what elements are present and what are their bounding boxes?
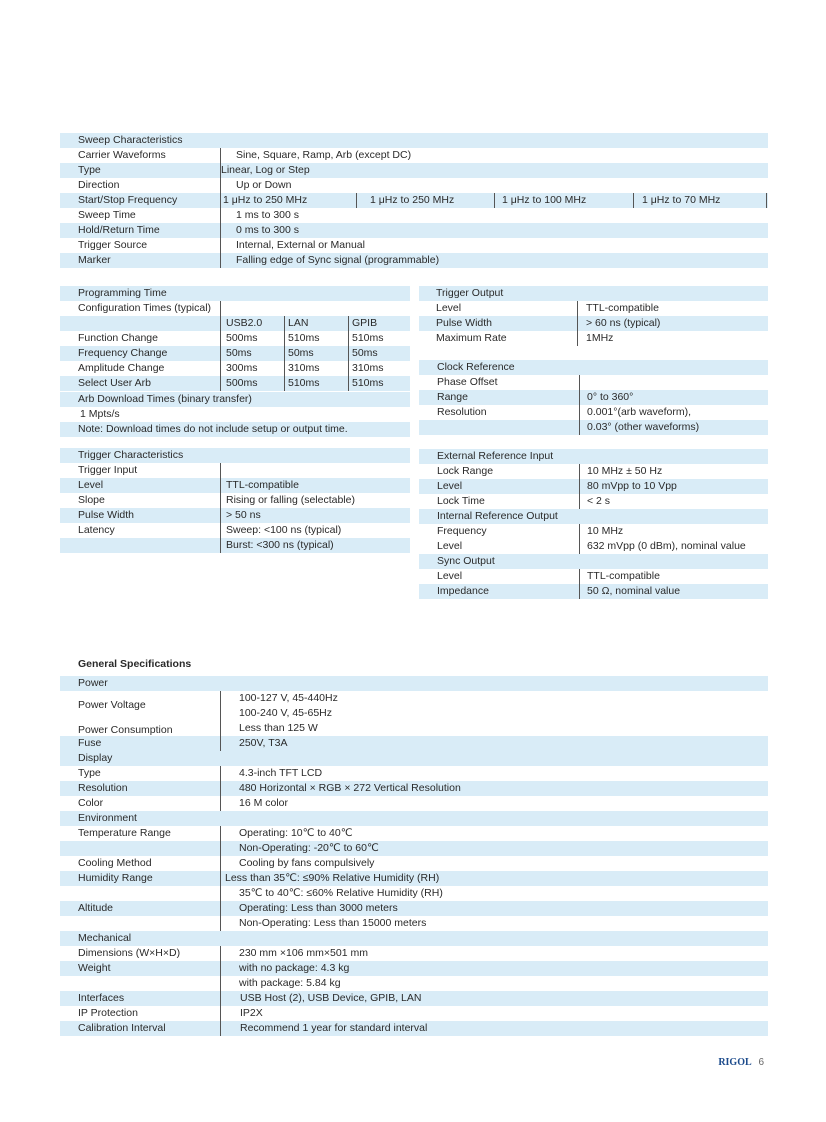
table-row: Weight with no package: 4.3 kg — [60, 961, 768, 976]
sweep-header-row — [60, 133, 768, 148]
page-number: 6 — [758, 1057, 764, 1068]
table-row: 0.03° (other waveforms) — [419, 420, 768, 435]
table-row: with package: 5.84 kg — [60, 976, 768, 991]
page-footer — [718, 1057, 764, 1068]
table-row: Non-Operating: Less than 15000 meters — [60, 916, 768, 931]
programming-header-row: Programming Time — [60, 286, 410, 301]
table-row: 35℃ to 40℃: ≤60% Relative Humidity (RH) — [60, 886, 768, 901]
table-row: Pulse Width > 60 ns (typical) — [419, 316, 768, 331]
table-row: Type 4.3-inch TFT LCD — [78, 767, 323, 779]
table-row: Resolution 480 Horizontal × RGB × 272 Vertical Resolution — [60, 781, 768, 796]
sweep-header: Sweep Characteristics — [78, 134, 183, 146]
programming-time-table — [60, 286, 410, 437]
trigger-output-table — [419, 286, 768, 346]
table-row: Interfaces USB Host (2), USB Device, GPIB, LAN — [60, 991, 768, 1006]
table-row: Carrier Waveforms Sine, Square, Ramp, Arb (except DC) — [78, 149, 412, 161]
table-row: Select User Arb 500ms 510ms 510ms — [60, 376, 410, 391]
table-row: Amplitude Change 300ms 310ms 310ms — [78, 362, 384, 374]
clock-reference-header-row: Clock Reference — [419, 360, 768, 375]
general-specifications-title: General Specifications — [78, 658, 192, 670]
brand-logo: RIGOL — [718, 1057, 752, 1068]
table-row: Start/Stop Frequency 1 μHz to 250 MHz 1 μHz to 250 MHz 1 μHz to 100 MHz 1 μHz to 70 MHz — [60, 193, 768, 208]
table-row: Direction Up or Down — [78, 179, 292, 191]
table-row: Lock Range 10 MHz ± 50 Hz — [437, 465, 663, 477]
table-row: Altitude Operating: Less than 3000 meters — [60, 901, 768, 916]
display-header-row: Display — [60, 751, 768, 766]
table-row: USB2.0 LAN GPIB — [60, 316, 410, 331]
table-row: Type Linear, Log or Step — [60, 163, 768, 178]
table-row: Temperature Range Operating: 10℃ to 40℃ — [78, 827, 353, 839]
table-row: Level TTL-compatible — [436, 302, 659, 314]
general-specifications-table — [60, 676, 768, 1036]
trigger-char-header-row: Trigger Characteristics — [60, 448, 410, 463]
int-ref-header-row: Internal Reference Output — [419, 509, 768, 524]
table-row: Latency Sweep: <100 ns (typical) — [78, 524, 342, 536]
table-row: Maximum Rate 1MHz — [436, 332, 614, 344]
table-row: Frequency Change 50ms 50ms 50ms — [60, 346, 410, 361]
table-row: Note: Download times do not include setup or output time. — [60, 422, 410, 437]
mechanical-header-row: Mechanical — [60, 931, 768, 946]
table-row: IP Protection IP2X — [78, 1007, 263, 1019]
sync-output-header-row: Sync Output — [419, 554, 768, 569]
environment-header-row: Environment — [60, 811, 768, 826]
table-row: Dimensions (W×H×D) 230 mm ×106 mm×501 mm — [78, 947, 368, 959]
sweep-table — [60, 133, 768, 268]
table-row: Level TTL-compatible — [437, 570, 660, 582]
table-row: 1 Mpts/s — [80, 408, 120, 420]
table-row: Power Voltage 100-127 V, 45-440Hz 100-240 V, 45-65Hz — [78, 692, 338, 719]
table-row: Hold/Return Time 0 ms to 300 s — [60, 223, 768, 238]
table-row: Range 0° to 360° — [419, 390, 768, 405]
table-row: Resolution 0.001°(arb waveform), — [437, 406, 691, 418]
table-row: Slope Rising or falling (selectable) — [78, 494, 355, 506]
arb-download-header-row: Arb Download Times (binary transfer) — [60, 392, 410, 407]
trigger-characteristics-table — [60, 448, 410, 553]
table-row: Cooling Method Cooling by fans compulsively — [78, 857, 375, 869]
ext-ref-header-row: External Reference Input — [419, 449, 768, 464]
trigger-output-header-row: Trigger Output — [419, 286, 768, 301]
table-row: Color 16 M color — [78, 797, 289, 809]
table-row: Frequency 10 MHz — [437, 525, 624, 537]
table-row: Level 80 mVpp to 10 Vpp — [419, 479, 768, 494]
table-row: Marker Falling edge of Sync signal (programmable) — [60, 253, 768, 268]
table-row: Impedance 50 Ω, nominal value — [419, 584, 768, 599]
table-row: Fuse 250V, T3A — [60, 736, 768, 751]
table-row: Power Consumption Less than 125 W — [78, 722, 318, 736]
table-row: Non-Operating: -20℃ to 60℃ — [60, 841, 768, 856]
table-row: Pulse Width > 50 ns — [60, 508, 410, 523]
table-row: Trigger Source Internal, External or Manual — [78, 239, 365, 251]
table-row: Trigger Input — [60, 463, 410, 478]
table-row: Humidity Range Less than 35℃: ≤90% Relative Humidity (RH) — [60, 871, 768, 886]
table-row: Lock Time < 2 s — [437, 495, 611, 507]
power-header-row: Power — [60, 676, 768, 691]
table-row: Function Change 500ms 510ms 510ms — [78, 332, 384, 344]
clock-reference-table — [419, 360, 768, 435]
table-row: Phase Offset — [419, 375, 768, 390]
table-row: Burst: <300 ns (typical) — [60, 538, 410, 553]
table-row: Level TTL-compatible — [60, 478, 410, 493]
table-row: Calibration Interval Recommend 1 year for standard interval — [60, 1021, 768, 1036]
reference-io-table — [419, 449, 768, 599]
table-row: Configuration Times (typical) — [60, 301, 410, 316]
table-row: Sweep Time 1 ms to 300 s — [78, 209, 300, 221]
table-row: Level 632 mVpp (0 dBm), nominal value — [437, 540, 746, 552]
